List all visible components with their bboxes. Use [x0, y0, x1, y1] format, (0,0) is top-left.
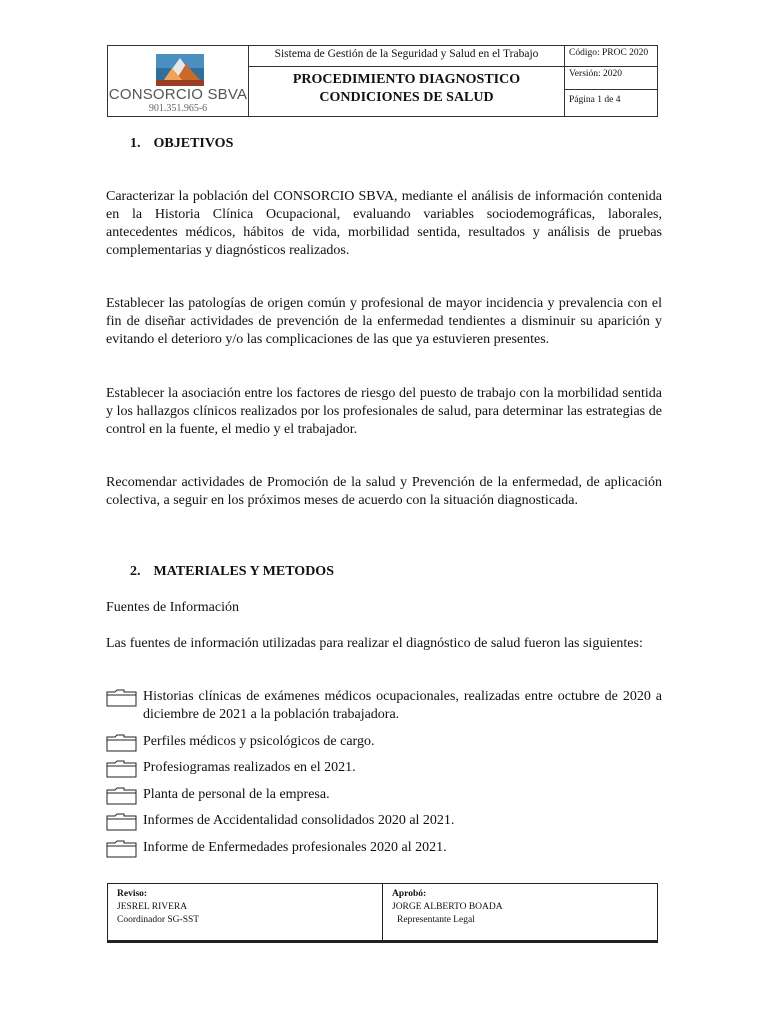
reviewed-by-cell	[108, 884, 383, 941]
document-header	[107, 45, 658, 117]
consorcio-logo-icon	[156, 54, 204, 86]
title-line-1: PROCEDIMIENTO DIAGNOSTICO	[292, 72, 521, 87]
paragraph-objective-4: Recomendar actividades de Promoción de la salud y Prevención de la enfermedad, de aplicación colectiva, a seguir en los próximos meses de acuerdo con la situación diagnosticada.	[106, 475, 662, 508]
footer-divider	[107, 941, 658, 943]
list-item	[106, 786, 662, 804]
list-item	[106, 733, 662, 751]
reviewed-role: Coordinador SG-SST	[117, 915, 200, 925]
logo-company-name: CONSORCIO SBVA	[108, 86, 248, 103]
folder-icon	[106, 787, 138, 805]
section-number: 1.	[130, 136, 141, 151]
section-number: 2.	[130, 564, 141, 579]
paragraph-fuentes-intro: Las fuentes de información utilizadas para realizar el diagnóstico de salud fueron las siguientes:	[106, 636, 643, 651]
sources-list	[106, 688, 662, 865]
paragraph-objective-2: Establecer las patologías de origen común y profesional de mayor incidencia y prevalencia con el fin de diseñar actividades de prevención de la enfermedad tendientes a disminuir su aparición y evitando el deterioro y/o las complicaciones de las que ya estuvieren presentes.	[106, 296, 662, 347]
list-item	[106, 812, 662, 830]
approved-label: Aprobó:	[392, 889, 427, 899]
section-materiales-heading	[130, 564, 334, 580]
company-logo	[108, 46, 249, 117]
title-line-2: CONDICIONES DE SALUD	[319, 90, 494, 105]
reviewed-name: JESREL RIVERA	[117, 902, 188, 912]
list-item	[106, 759, 662, 777]
folder-icon	[106, 689, 138, 707]
list-item-text: Perfiles médicos y psicológicos de cargo.	[143, 733, 375, 749]
list-item-text: Planta de personal de la empresa.	[143, 786, 330, 802]
list-item-text: Informes de Accidentalidad consolidados 2020 al 2021.	[143, 813, 455, 828]
folder-icon	[106, 734, 138, 752]
system-name: Sistema de Gestión de la Seguridad y Salud en el Trabajo	[249, 46, 565, 67]
logo-nit: 901.351.965-6	[148, 103, 208, 114]
folder-icon	[106, 813, 138, 831]
page-number: Página 1 de 4	[565, 90, 658, 117]
paragraph-objective-3: Establecer la asociación entre los factores de riesgo del puesto de trabajo con la morbilidad sentida y los hallazgos clínicos realizados por los profesionales de salud, para determinar las estrategias de control en la fuente, el medio y el trabajador.	[106, 386, 662, 437]
section-title: MATERIALES Y METODOS	[153, 564, 334, 579]
list-item-text: Historias clínicas de exámenes médicos ocupacionales, realizadas entre octubre de 2020 a diciembre de 2021 a la población trabajadora.	[143, 689, 662, 722]
section-objetivos-heading	[130, 136, 233, 152]
approved-by-cell	[383, 884, 658, 941]
approved-role: Representante Legal	[397, 915, 475, 925]
document-title	[249, 67, 565, 117]
list-item	[106, 839, 662, 857]
list-item-text: Profesiogramas realizados en el 2021.	[143, 760, 356, 775]
document-code: Código: PROC 2020	[565, 46, 658, 67]
reviewed-label: Reviso:	[117, 889, 148, 899]
document-version: Versión: 2020	[565, 67, 658, 90]
folder-icon	[106, 840, 138, 858]
approved-name: JORGE ALBERTO BOADA	[392, 902, 503, 912]
list-item-text: Informe de Enfermedades profesionales 2020 al 2021.	[143, 839, 447, 855]
approval-footer	[107, 883, 658, 941]
list-item	[106, 688, 662, 724]
paragraph-fuentes-label: Fuentes de Información	[106, 600, 239, 615]
folder-icon	[106, 760, 138, 778]
section-title: OBJETIVOS	[153, 136, 234, 151]
paragraph-objective-1: Caracterizar la población del CONSORCIO SBVA, mediante el análisis de información contenida en la Historia Clínica Ocupacional, evaluando variables sociodemográficas, laborales, antecedentes médicos, hábitos de vida, morbilidad sentida, resultados y análisis de pruebas complementarias y diagnósticos realizados.	[106, 189, 662, 258]
